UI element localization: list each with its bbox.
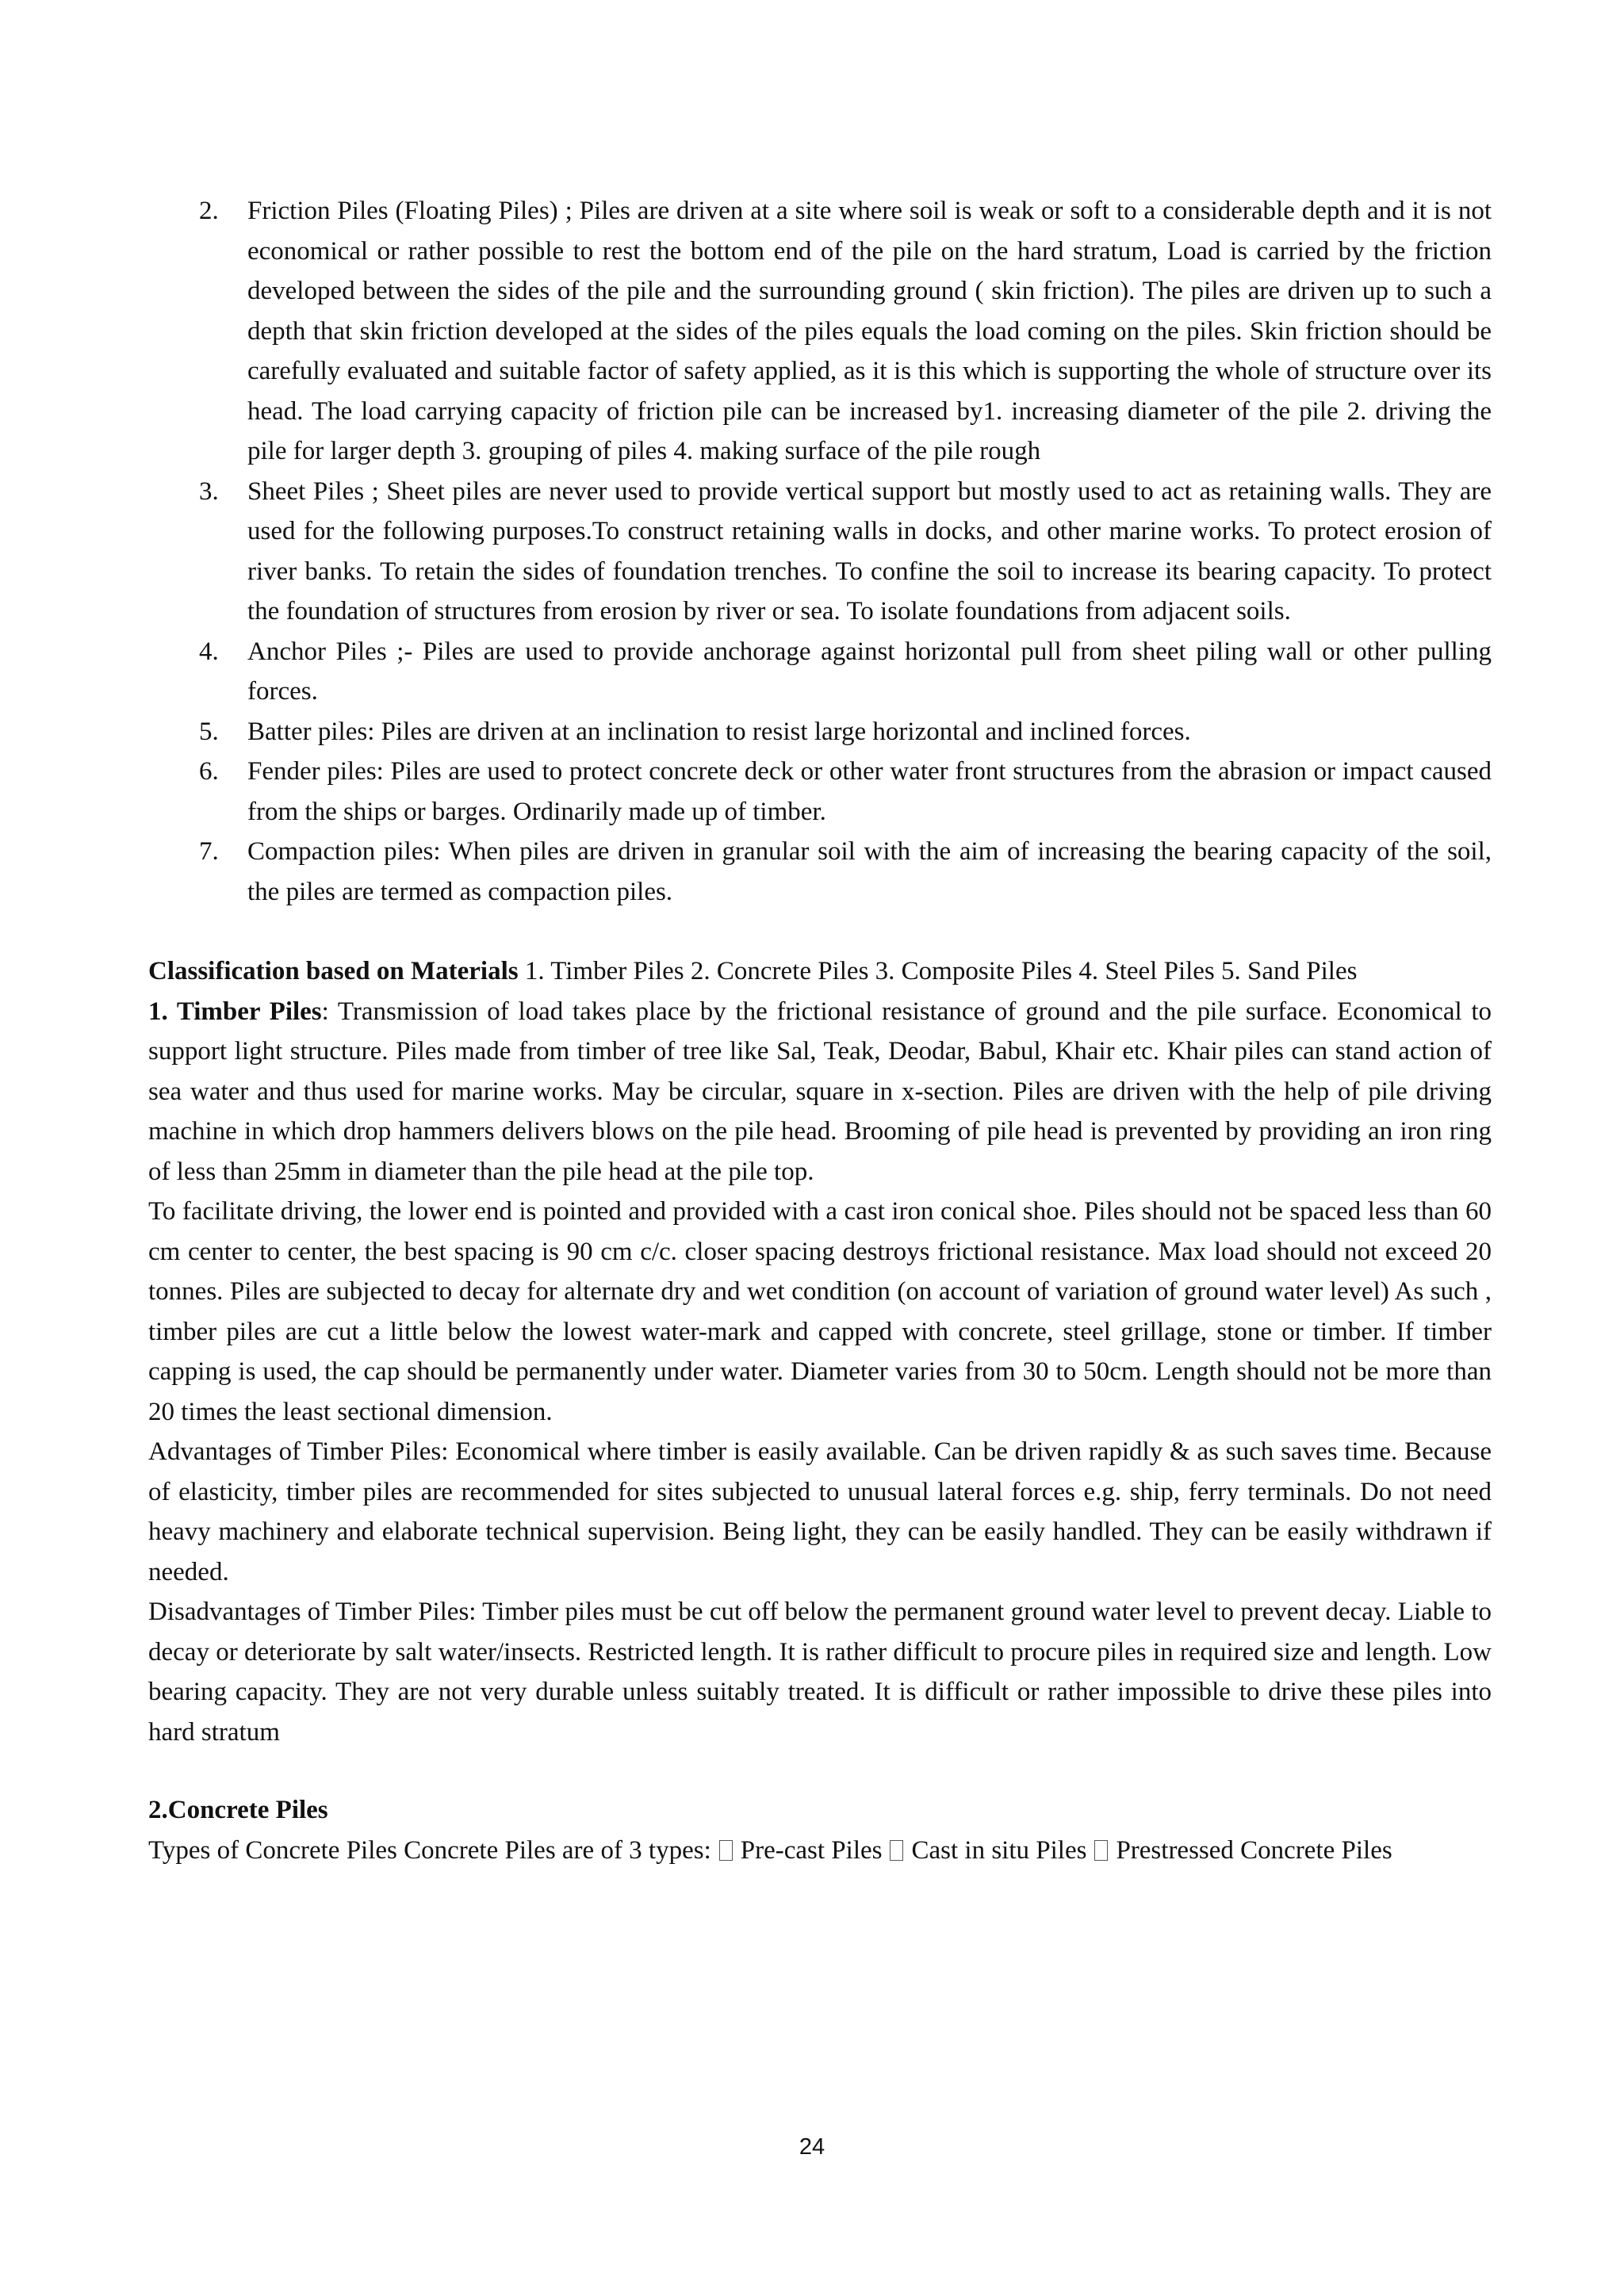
timber-advantages-paragraph: Advantages of Timber Piles: Economical where timber is easily available. Can be driven rapidly & as such saves time. Because of elasticity, timber piles are recommended for sites subjected to unusual lateral forces e.g. ship, ferry terminals. Do not need heavy machinery and elaborate technical supervision. Being light, they can be easily handled. They can be easily withdrawn if needed. (148, 1437, 1492, 1586)
list-text: Friction Piles (Floating Piles) ; Piles are driven at a site where soil is weak or soft to a considerable depth and it is not economical or rather possible to rest the bottom end of the pile on the hard stratum, Load is carried by the friction developed between the sides of the pile and the surrounding ground ( skin friction). The piles are driven up to such a depth that skin friction developed at the sides of the piles equals the load coming on the piles. Skin friction should be carefully evaluated and suitable factor of safety applied, as it is this which is supporting the whole of structure over its head. The load carrying capacity of friction pile can be increased by1. increasing diameter of the pile 2. driving the pile for larger depth 3. grouping of piles 4. making surface of the pile rough (247, 197, 1492, 465)
pile-types-list (148, 191, 1492, 912)
list-number: 4. (199, 637, 219, 666)
list-text: Sheet Piles ; Sheet piles are never used to provide vertical support but mostly used to act as retaining walls. They are used for the following purposes.To construct retaining walls in docks, and other marine works. To protect erosion of river banks. To retain the sides of foundation trenches. To confine the soil to increase its bearing capacity. To protect the foundation of structures from erosion by river or sea. To isolate foundations from adjacent soils. (247, 476, 1492, 626)
timber-driving-paragraph: To facilitate driving, the lower end is pointed and provided with a cast iron conical shoe. Piles should not be spaced less than 60 cm center to center, the best spacing is 90 cm c/c. closer spacing destroys frictional resistance. Max load should not exceed 20 tonnes. Piles are subjected to decay for alternate dry and wet condition (on account of variation of ground water level) As such , timber piles are cut a little below the lowest water-mark and capped with concrete, steel grillage, stone or timber. If timber capping is used, the cap should be permanently under water. Diameter varies from 30 to 50cm. Length should not be more than 20 times the least sectional dimension. (148, 1197, 1492, 1426)
concrete-type-prestressed: Prestressed Concrete Piles (1116, 1835, 1392, 1865)
concrete-heading-paragraph (148, 1790, 1492, 1831)
list-text: Fender piles: Piles are used to protect concrete deck or other water front structures from the abrasion or impact caused from the ships or barges. Ordinarily made up of timber. (247, 757, 1492, 826)
concrete-type-precast: Pre-cast Piles (740, 1835, 883, 1865)
list-number: 5. (199, 717, 219, 746)
list-number: 3. (199, 476, 219, 506)
list-number: 2. (199, 197, 219, 225)
list-item (148, 752, 1492, 832)
list-text: Compaction piles: When piles are driven in granular soil with the aim of increasing the bearing capacity of the soil, the piles are termed as compaction piles. (247, 837, 1492, 906)
list-item (148, 472, 1492, 632)
classification-heading: Classification based on Materials (148, 957, 519, 985)
missing-glyph-box-icon (719, 1840, 733, 1861)
concrete-types-paragraph (148, 1831, 1492, 1871)
list-text: Batter piles: Piles are driven at an inclination to resist large horizontal and inclined forces. (247, 717, 1191, 746)
document-page (148, 191, 1492, 1870)
timber-intro-paragraph (148, 992, 1492, 1192)
list-number: 6. (199, 757, 219, 786)
timber-heading: 1. Timber Piles (148, 997, 322, 1026)
list-text: Anchor Piles ;- Piles are used to provide anchorage against horizontal pull from sheet piling wall or other pulling forces. (247, 637, 1492, 706)
concrete-type-cast-in-situ: Cast in situ Piles (911, 1835, 1087, 1865)
concrete-heading: 2.Concrete Piles (148, 1796, 328, 1824)
timber-disadvantages-paragraph: Disadvantages of Timber Piles: Timber piles must be cut off below the permanent ground water level to prevent decay. Liable to decay or deteriorate by salt water/insects. Restricted length. It is rather difficult to procure piles in required size and length. Low bearing capacity. They are not very durable unless suitably treated. It is difficult or rather impossible to drive these piles into hard stratum (148, 1598, 1492, 1747)
list-item (148, 712, 1492, 752)
concrete-types-lead: Types of Concrete Piles Concrete Piles are of 3 types: (148, 1835, 711, 1865)
missing-glyph-box-icon (1094, 1840, 1108, 1861)
missing-glyph-box-icon (890, 1840, 903, 1861)
page-number: 24 (799, 2134, 825, 2160)
timber-intro-text: : Transmission of load takes place by the frictional resistance of ground and the pile surface. Economical to support light structure. Piles made from timber of tree like Sal, Teak, Deodar, Babul, Khair etc. Khair piles can stand action of sea water and thus used for marine works. May be circular, square in x-section. Piles are driven with the help of pile driving machine in which drop hammers delivers blows on the pile head. Brooming of pile head is prevented by providing an iron ring of less than 25mm in diameter than the pile head at the pile top. (148, 997, 1492, 1186)
classification-paragraph (148, 951, 1492, 992)
list-item (148, 191, 1492, 472)
classification-text: 1. Timber Piles 2. Concrete Piles 3. Composite Piles 4. Steel Piles 5. Sand Piles (518, 957, 1358, 985)
list-item (148, 632, 1492, 712)
list-item (148, 832, 1492, 912)
list-number: 7. (199, 837, 219, 866)
